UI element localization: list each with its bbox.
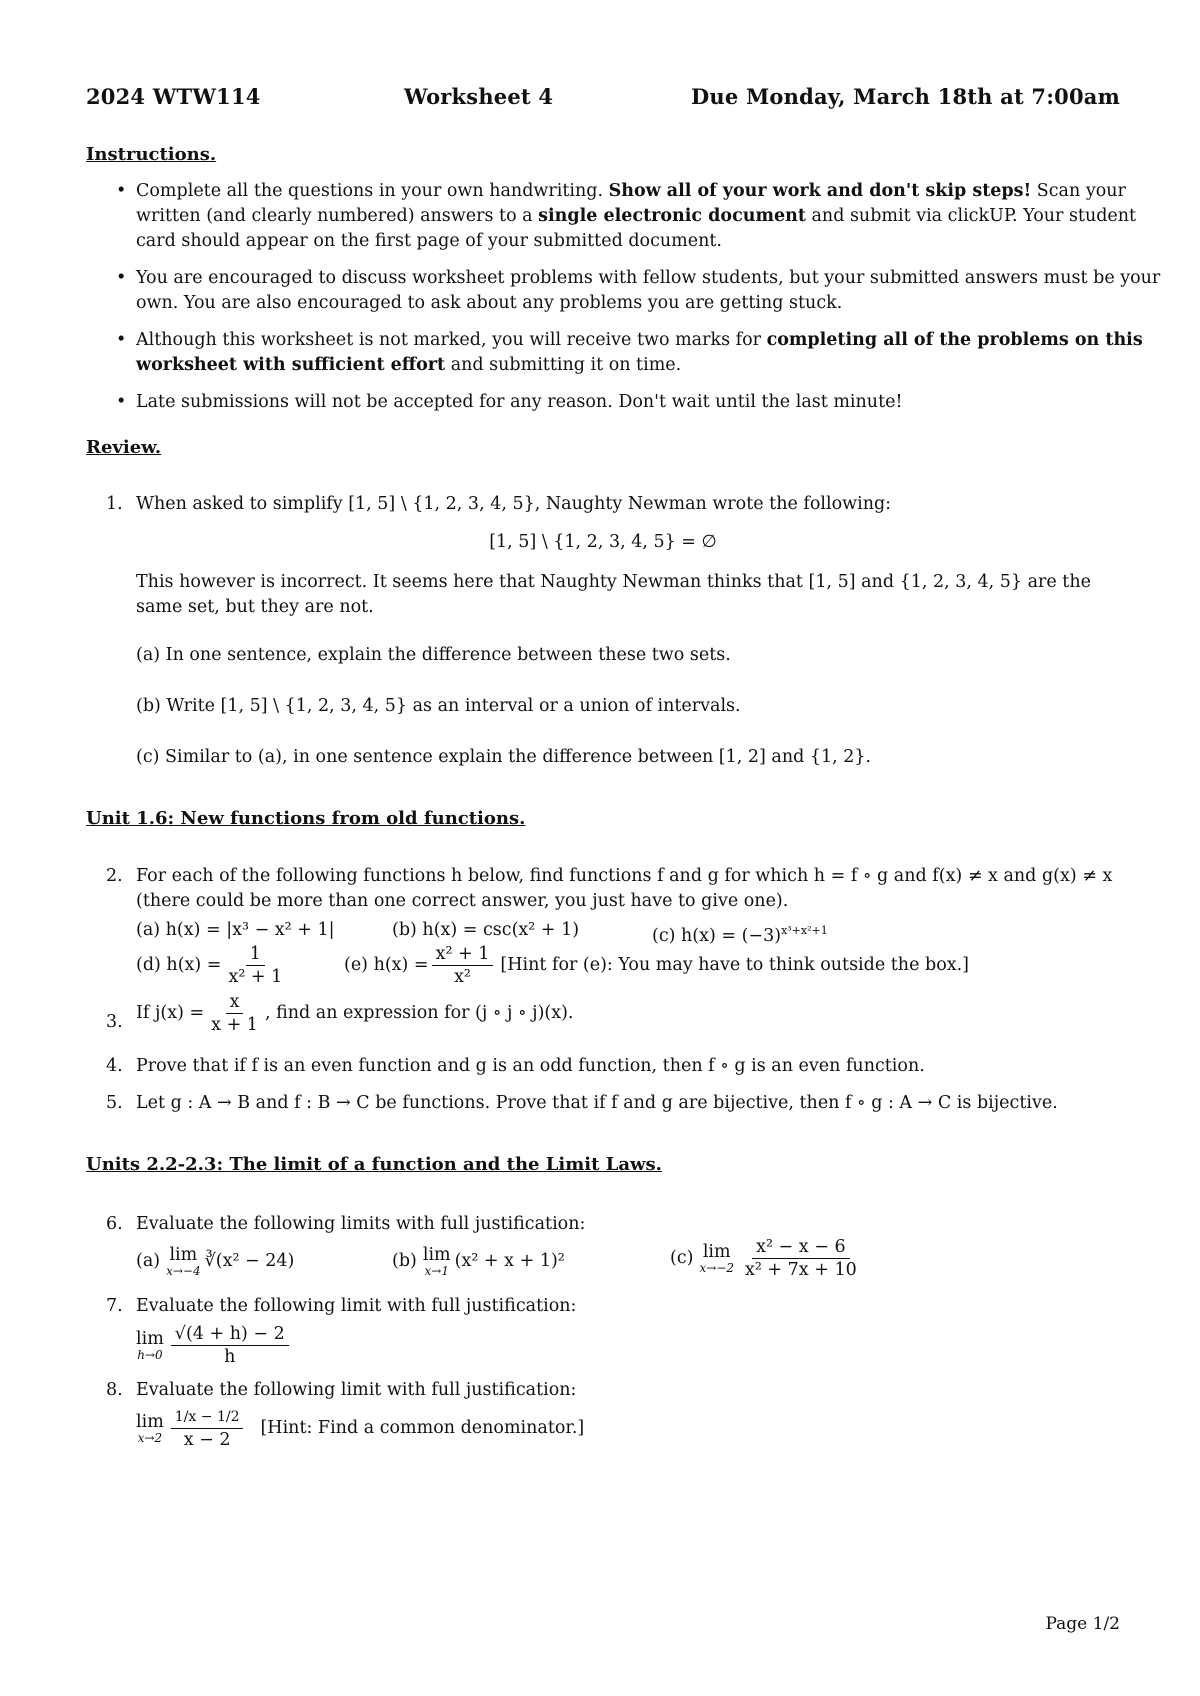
worksheet-page <box>86 0 1161 1696</box>
question-5-text: Let g : A → B and f : B → C be functions. Prove that if f and g are bijective, then f ∘ g : A → C is bijective. <box>136 1093 1058 1113</box>
units-2-2-heading: Units 2.2-2.3: The limit of a function and the Limit Laws. <box>86 1154 662 1175</box>
question-1-display-equation: [1, 5] \ {1, 2, 3, 4, 5} = ∅ <box>489 532 717 552</box>
question-2e-hint: [Hint for (e): You may have to think outside the box.] <box>500 954 969 975</box>
instructions-heading: Instructions. <box>86 144 217 165</box>
question-number: 1. <box>106 494 123 514</box>
question-2c: (c) $h(x) = (-3)^{x^3+x^2+1}$ <box>652 924 828 946</box>
question-1-paragraph: This however is incorrect. It seems here that Naughty Newman thinks that [1, 5] and {1, 2, 3, 4, 5} are the same set, but they are not. <box>136 572 1091 617</box>
question-2a: (a) h(x) = |x³ − x² + 1| <box>136 920 335 940</box>
fraction: $\frac{1}{\text{x² + 1}}$ <box>228 943 283 987</box>
question-3: If j(x) = $\frac{x}{x + 1}$ , find an expression for (j ∘ j ∘ j)(x). <box>136 991 574 1035</box>
question-number: 2. <box>106 866 123 886</box>
question-2-text: For each of the following functions h below, find functions f and g for which h = f ∘ g and f(x) ≠ x and g(x) ≠ x (there could be more than one correct answer, you just have to give one). <box>136 866 1113 911</box>
question-8-expression <box>136 1400 584 1456</box>
question-8-text: Evaluate the following limit with full justification: <box>136 1380 577 1400</box>
question-number: 7. <box>106 1296 123 1316</box>
fraction: $\frac{√(4 + h) - 2}{h}$ <box>171 1323 289 1368</box>
question-6c: (c) lim x→−2 $\frac{\text{x² − x − 6}}{\text{x² + 7x + 10}}$ <box>670 1228 864 1288</box>
limit-operator: lim x→1 <box>422 1245 451 1278</box>
question-number: 5. <box>106 1093 123 1113</box>
limit-operator: lim x→−4 <box>166 1245 201 1278</box>
instruction-item: • You are encouraged to discuss worksheet problems with fellow students, but your submitted answers must be your own. You are also encouraged to ask about any problems you are getting stuck. <box>136 266 1170 316</box>
question-number: 6. <box>106 1214 123 1234</box>
question-6a: (a) lim x→−4 ∛(x² − 24) <box>136 1245 295 1278</box>
fraction: $\frac{1/x - 1/2}{x - 2}$ <box>171 1406 244 1451</box>
question-6-text: Evaluate the following limits with full justification: <box>136 1214 586 1234</box>
question-2b: (b) h(x) = csc(x² + 1) <box>392 920 580 940</box>
fraction: $\frac{\text{x² − x − 6}}{\text{x² + 7x + 10}}$ <box>744 1236 857 1280</box>
question-2e: (e) h(x) = $\frac{\text{x² + 1}}{\text{x²}}$ [Hint for (e): You may have to think outside the box.] <box>344 943 969 987</box>
limit-operator: lim h→0 <box>136 1329 164 1362</box>
question-2d: (d) h(x) = $\frac{1}{\text{x² + 1}}$ <box>136 940 289 990</box>
limit-operator: lim x→−2 <box>699 1242 734 1275</box>
question-1c: (c) Similar to (a), in one sentence explain the difference between [1, 2] and {1, 2}. <box>136 747 872 767</box>
question-7-text: Evaluate the following limit with full justification: <box>136 1296 577 1316</box>
fraction: $\frac{x}{x + 1}$ <box>211 991 258 1035</box>
course-code: 2024 WTW114 <box>86 84 261 109</box>
review-heading: Review. <box>86 437 162 458</box>
question-6b: (b) lim x→1 (x² + x + 1)² <box>392 1245 565 1278</box>
question-number: 3. <box>106 1012 123 1032</box>
question-1b: (b) Write [1, 5] \ {1, 2, 3, 4, 5} as an interval or a union of intervals. <box>136 696 741 716</box>
question-1-text: When asked to simplify [1, 5] \ {1, 2, 3, 4, 5}, Naughty Newman wrote the following: <box>136 494 892 514</box>
question-8-hint: [Hint: Find a common denominator.] <box>260 1417 585 1438</box>
worksheet-title: Worksheet 4 <box>404 84 554 109</box>
instruction-item: • Although this worksheet is not marked, you will receive two marks for completing all of the problems on this worksheet with sufficient effort and submitting it on time. <box>136 328 1170 378</box>
instructions-list <box>86 179 1170 427</box>
due-date: Due Monday, March 18th at 7:00am <box>691 84 1120 109</box>
question-4-text: Prove that if f is an even function and g is an odd function, then f ∘ g is an even function. <box>136 1056 925 1076</box>
question-number: 4. <box>106 1056 123 1076</box>
unit-1-6-heading: Unit 1.6: New functions from old functions. <box>86 808 526 829</box>
limit-operator: lim x→2 <box>136 1412 164 1445</box>
page-number: Page 1/2 <box>1045 1614 1120 1634</box>
instruction-item: • Late submissions will not be accepted for any reason. Don't wait until the last minute! <box>136 390 1170 415</box>
instruction-item: • Complete all the questions in your own handwriting. Show all of your work and don't skip steps! Scan your written (and clearly numbered) answers to a single electronic document and submit via clickUP. Your student card should appear on the first page of your submitted document. <box>136 179 1170 254</box>
fraction: $\frac{\text{x² + 1}}{\text{x²}}$ <box>432 943 494 988</box>
question-7-expression <box>136 1318 292 1372</box>
question-1a: (a) In one sentence, explain the difference between these two sets. <box>136 645 731 665</box>
question-number: 8. <box>106 1380 123 1400</box>
